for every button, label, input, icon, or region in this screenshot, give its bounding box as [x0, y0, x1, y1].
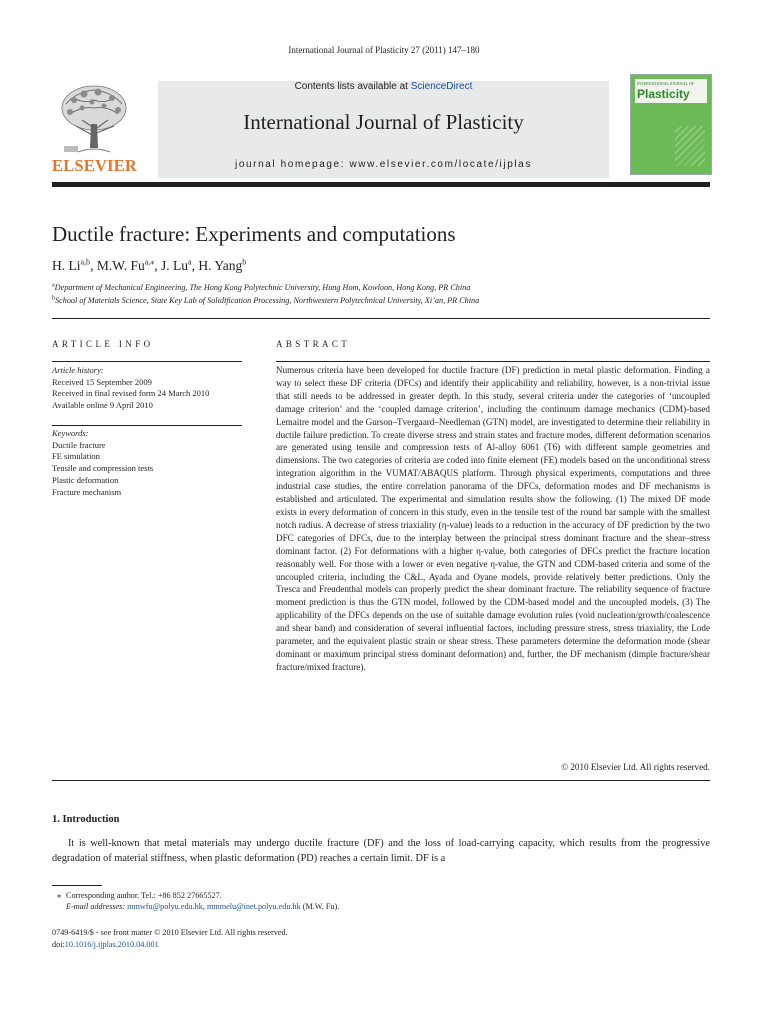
front-matter-line: 0749-6419/$ - see front matter © 2010 Elsevier Ltd. All rights reserved. [52, 928, 288, 937]
keyword-item: Ductile fracture [52, 439, 106, 450]
abstract-heading: ABSTRACT [276, 339, 351, 349]
cover-small-text: INTERNATIONAL JOURNAL OF [637, 81, 695, 86]
article-history [52, 365, 242, 411]
affiliation-a: $^a$Department of Mechanical Engineering, The Hong Kong Polytechnic University, Hung Hom, Kowloon, Hong Kong, PR China [52, 282, 471, 292]
tree-icon [52, 80, 136, 156]
elsevier-tree-logo [52, 80, 136, 176]
introduction-heading: 1. Introduction [52, 814, 120, 825]
introduction-paragraph: It is well-known that metal materials may undergo ductile fracture (DF) and the loss of load-carrying capacity, which results from the progressive degradation of material stiffness, when plastic deformation (PD) reaches a certain limit. DF is a [52, 838, 710, 864]
abstract-end-rule [52, 780, 710, 781]
author-name: J. Lu [161, 258, 189, 273]
journal-cover-thumbnail [630, 74, 712, 175]
footnote-star: ⁎ [56, 891, 62, 900]
history-revised: Received in final revised form 24 March 2010 [52, 388, 210, 398]
author-name: M.W. Fu [96, 258, 145, 273]
footnote-rule [52, 885, 102, 886]
doi-link[interactable]: 10.1016/j.ijplas.2010.04.001 [64, 940, 159, 949]
history-online: Available online 9 April 2010 [52, 399, 153, 410]
email-link-1[interactable]: mmwfu@polyu.edu.hk [127, 902, 203, 911]
author-affil-mark: a [188, 257, 192, 267]
history-label: Article history: [52, 365, 104, 375]
journal-name: International Journal of Plasticity [243, 110, 524, 134]
author-list: H. Li$^{a,b}$, M.W. $Fu^{a,⁎}$, J. Lu$^a$, H. Yang$^b$ [52, 257, 247, 273]
author-affil-mark[interactable]: a,⁎ [144, 257, 155, 267]
keyword-item: Plastic deformation [52, 474, 119, 485]
author-affil-mark: b [242, 257, 247, 267]
keyword-item: Tensile and compression tests [52, 463, 154, 474]
journal-citation: International Journal of Plasticity 27 (2011) 147–180 [288, 45, 480, 55]
abstract-rule [276, 361, 710, 362]
author-affil-mark: a,b [80, 257, 91, 267]
keyword-item: Fracture mechanism [52, 486, 122, 497]
contents-prefix: Contents lists available at [294, 81, 411, 92]
keywords-label: Keywords: [52, 428, 89, 438]
keywords-rule [52, 425, 242, 426]
corresponding-author-footnote: ⁎ Corresponding author. Tel.: +86 852 27665527. [52, 890, 222, 900]
section-rule [52, 318, 710, 319]
author-name: H. Yang [198, 258, 243, 273]
history-received: Received 15 September 2009 [52, 376, 152, 387]
contents-line [158, 81, 609, 92]
header-rule [52, 182, 710, 187]
cover-title: Plasticity [637, 87, 690, 101]
doi-line: doi:10.1016/j.ijplas.2010.04.001 [52, 940, 159, 949]
article-title: Ductile fracture: Experiments and computations [52, 222, 456, 246]
email-footnote: E-mail addresses: mmwfu@polyu.edu.hk, mmmelu@inet.polyu.edu.hk (M.W. Fu). [66, 902, 340, 911]
article-info-rule [52, 361, 242, 362]
abstract-body: Numerous criteria have been developed for ductile fracture (DF) prediction in metal plastic deformation. Finding a way to select these DF criteria (DFCs) and identify their applicability and reliability, however, is a non-trivial issue that still needs to be addressed in greater depth. In this study, several criteria under the categories of ‘uncoupled damage criterion’ and the ‘coupled damage criterion’, including the continuum damage mechanics (CDM)-based Lemaitre model and the Gurson–Tvergaard–Needleman (GTN) model, are investigated to determine their reliability in ductile failure prediction. To create diverse stress and strain states and fracture modes, different deformation scenarios are generated using tensile and compression tests of Al-alloy 6061 (T6) with different sample geometries and dimensions. The two categories of criteria are coded into finite element (FE) models based on the unconditional stress integration algorithm in the VUMAT/ABAQUS platform. Through physical experiments, computations and three industrial case studies, the entire correlation panorama of the DFCs, deformation modes and DF mechanisms is established and articulated. The experimental and simulation results show the following. (1) The mixed DF mode exists in every deformation of concern in this study, even in the tensile test of the round bar sample with the smallest notch radius. A decrease of stress triaxiality (η-value) leads to a reduction in the accuracy of DF prediction by the two DFC categories of DFCs, due to the interplay between the principal stress dominant fracture and the shear–stress dominant factor. (2) For deformations with a higher η-value, both categories of DFCs predict the fracture location reasonably well. For those with a lower or even negative η-value, the GTN and CDM-based criteria and some of the uncoupled criteria, including the C&L, Ayada and Oyane models, provide relatively better predictions. Only the Tresca and Freudenthal models can properly predict the shear dominant fracture. The reliability sequence of fracture moment prediction is thus the GTN model, followed by the CDM-based model and the uncoupled models. (3) The applicability of the DFCs depends on the use of suitable damage evolution rules (void nucleation/growth/coalescence and shear band) and consideration of several influential factors, including pressure stress, stress triaxiality, the Lode parameter, and the equivalent plastic strain or shear stress. These parameters determine the deformation mode (shear dominant or maximum principal stress dominant deformation) and, further, the DF mechanism (dimple fracture/shear fracture/mixed fracture). [276, 365, 710, 672]
article-info-heading: ARTICLE INFO [52, 339, 154, 349]
journal-homepage-link[interactable]: journal homepage: www.elsevier.com/locate/ijplas [235, 159, 532, 170]
abstract-copyright: © 2010 Elsevier Ltd. All rights reserved. [561, 762, 710, 772]
affiliation-b: $^b$School of Materials Science, State Key Lab of Solidification Processing, Northwestern Polytechnical University, Xi’an, PR China [52, 295, 480, 305]
elsevier-wordmark: ELSEVIER [52, 156, 138, 175]
keyword-item: FE simulation [52, 451, 100, 462]
sciencedirect-link[interactable]: ScienceDirect [410, 81, 473, 92]
email-link-2[interactable]: mmmelu@inet.polyu.edu.hk [206, 902, 301, 911]
author-name: H. Li [52, 258, 81, 273]
keywords [52, 428, 242, 498]
